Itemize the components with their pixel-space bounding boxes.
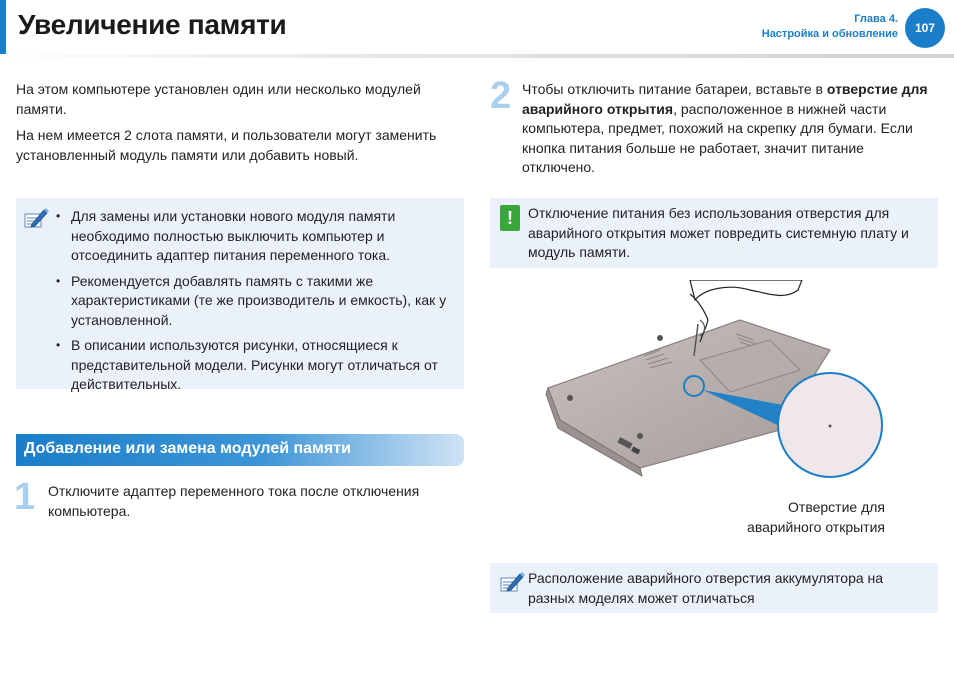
chapter-label: [762, 12, 898, 42]
intro-paragraph-1: На этом компьютере установлен один или несколько модулей памяти.: [16, 81, 421, 117]
title-accent-bar: [0, 0, 6, 54]
figure-caption-line-1: Отверстие для: [788, 499, 885, 515]
step-number-2: 2: [490, 75, 512, 117]
figure-caption: [710, 498, 885, 537]
header-divider: [0, 54, 954, 58]
note-2-text: Расположение аварийного отверстия аккумулятора на разных моделях может отличаться: [528, 570, 884, 606]
note-pencil-icon: [22, 206, 50, 232]
note-pencil-icon: [498, 570, 526, 596]
intro-paragraph-2: На нем имеется 2 слота памяти, и пользователи могут заменить установленный модуль памяти или добавить новый.: [16, 127, 437, 163]
note-item: • Для замены или установки нового модуля памяти необходимо полностью выключить компьютер и отсоединить адаптер питания переменного тока.: [56, 207, 456, 266]
note-item: • Рекомендуется добавлять память с такими же характеристиками (те же производитель и емкость), как у установленной.: [56, 272, 456, 331]
step-2-emphasis: отверстие для аварийного открытия: [522, 81, 928, 117]
note-box: [16, 198, 464, 392]
chapter-number: Глава 4.: [854, 13, 898, 25]
laptop-illustration: [540, 280, 940, 550]
section-title: Добавление или замена модулей памяти: [24, 440, 351, 457]
step-1-text: Отключите адаптер переменного тока после отключения компьютера.: [48, 483, 420, 519]
note-box-2: [490, 563, 938, 613]
step-2-text-end: , расположенное в нижней части компьютера, предмет, похожий на скрепку для бумаги. Если кнопка питания больше не работает, значит питание отключено.: [522, 100, 913, 175]
step-2-text: [522, 80, 938, 178]
warning-box: [490, 198, 938, 268]
step-2-text-start: Чтобы отключить питание батареи, вставьте в: [522, 81, 827, 97]
figure-caption-line-2: аварийного открытия: [747, 518, 885, 535]
warning-text: Отключение питания без использования отверстия для аварийного открытия может повредить системную плату и модуль памяти.: [528, 205, 909, 260]
page-title: Увеличение памяти: [18, 9, 287, 40]
page-number-badge: 107: [905, 8, 945, 48]
exclamation-icon: !: [500, 205, 520, 231]
note-item: • В описании используются рисунки, относящиеся к представительной модели. Рисунки могут отличаться от действительных.: [56, 336, 456, 395]
step-number-1: 1: [14, 476, 36, 518]
chapter-name: Настройка и обновление: [761, 28, 898, 40]
note-list: [56, 207, 456, 401]
